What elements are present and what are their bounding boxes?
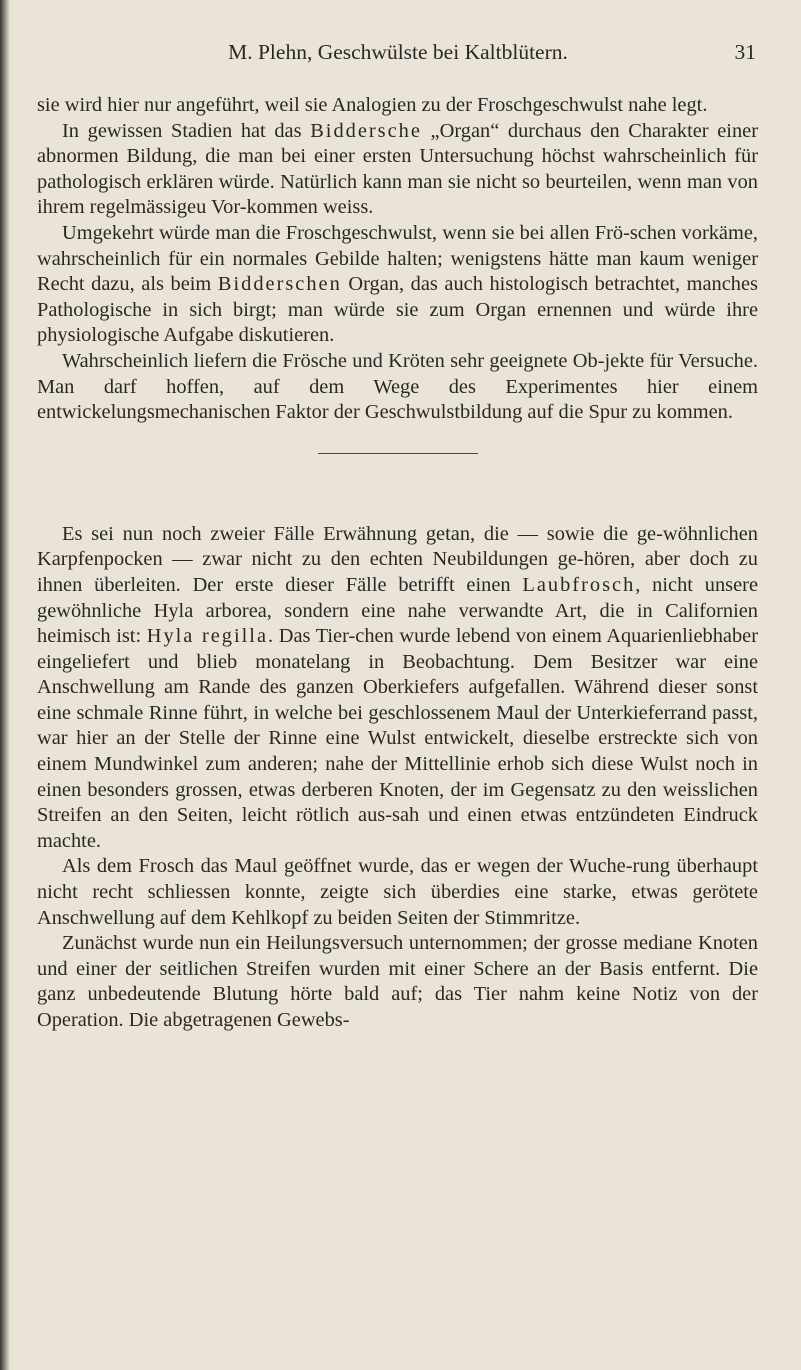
page-binding-shadow	[0, 0, 10, 1370]
spaced-name: Biddersche	[310, 119, 422, 142]
paragraph-continuation: sie wird hier nur angeführt, weil sie Analogien zu der Froschgeschwulst nahe legt.	[37, 94, 708, 116]
section-divider	[318, 453, 478, 454]
paragraph: Umgekehrt würde man die Froschgeschwulst, wenn sie bei allen Frö-schen vorkäme, wahrscheinlich für ein normales Gebilde halten; wenigstens hätte man kaum weniger Recht dazu, als beim Bidderschen Organ, das auch histologisch betrachtet, manches Pathologische in sich birgt; man würde sie zum Organ ernennen und würde ihre physiologische Aufgabe diskutieren.	[37, 221, 758, 347]
paragraph: Es sei nun noch zweier Fälle Erwähnung getan, die — sowie die ge-wöhnlichen Karpfenpocken — zwar nicht zu den echten Neubildungen ge-hören, aber doch zu ihnen überleiten. Der erste dieser Fälle betrifft einen Laubfrosch, nicht unsere gewöhnliche Hyla arborea, sondern eine nahe verwandte Art, die in Californien heimisch ist: Hyla regilla. Das Tier-chen wurde lebend von einem Aquarienliebhaber eingeliefert und blieb monatelang in Beobachtung. Dem Besitzer war eine Anschwellung am Rande des ganzen Oberkiefers aufgefallen. Während dieser sonst eine schmale Rinne führt, in welche bei geschlossenem Maul der Unterkieferrand passt, war hier an der Stelle der Rinne eine Wulst entwickelt, dieselbe erstreckte sich von einem Mundwinkel zum anderen; nahe der Mittellinie erhob sich diese Wulst noch in einen besonders grossen, etwas derberen Knoten, der im Gegensatz zu den weisslichen Streifen an den Seiten, leicht rötlich aus-sah und einen etwas entzündeten Eindruck machte.	[37, 522, 758, 852]
running-title: M. Plehn, Geschwülste bei Kaltblütern.	[228, 40, 568, 64]
spaced-name: Bidderschen	[217, 273, 342, 296]
running-header	[40, 40, 756, 70]
spaced-term: Laubfrosch	[522, 573, 636, 596]
paragraph: Als dem Frosch das Maul geöffnet wurde, das er wegen der Wuche-rung überhaupt nicht recht schliessen konnte, zeigte sich überdies eine starke, etwas gerötete Anschwellung auf dem Kehlkopf zu beiden Seiten der Stimmritze.	[37, 855, 758, 929]
paragraph: In gewissen Stadien hat das Biddersche „Organ“ durchaus den Charakter einer abnormen Bildung, die man bei einer ersten Untersuchung höchst wahrscheinlich für pathologisch erklären würde. Natürlich kann man sie nicht so beurteilen, wenn man von ihrem regelmässigeu Vor-kommen weiss.	[37, 119, 758, 219]
spaced-term: Hyla regilla	[146, 625, 269, 648]
body-text	[37, 93, 758, 1034]
paragraph: Zunächst wurde nun ein Heilungsversuch unternommen; der grosse mediane Knoten und einer der seitlichen Streifen wurden mit einer Schere an der Basis entfernt. Die ganz unbedeutende Blutung hörte bald auf; das Tier nahm keine Notiz von der Operation. Die abgetragenen Gewebs-	[37, 932, 758, 1031]
paragraph: Wahrscheinlich liefern die Frösche und Kröten sehr geeignete Ob-jekte für Versuche. Man darf hoffen, auf dem Wege des Experimentes hier einem entwickelungsmechanischen Faktor der Geschwulstbildung auf die Spur zu kommen.	[37, 349, 758, 424]
page-number: 31	[734, 40, 756, 64]
